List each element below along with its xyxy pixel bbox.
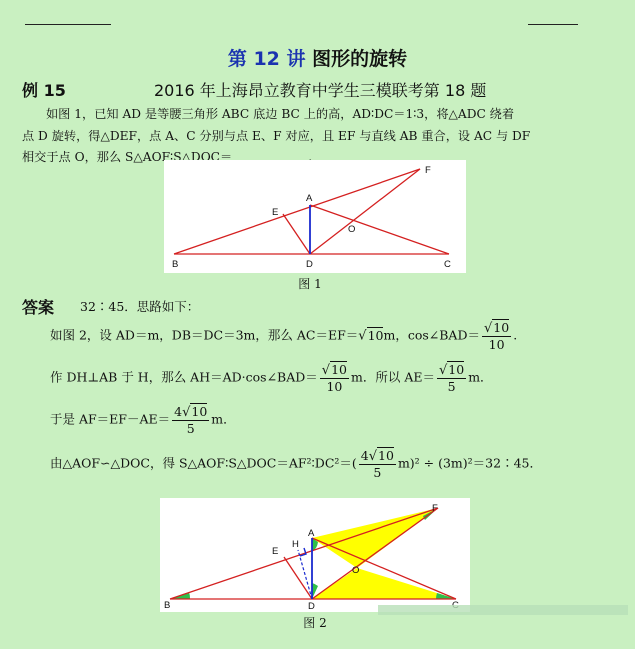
triangle-aof-fill [312,508,438,568]
label-f-2: F [432,503,438,514]
lecture-topic: 图形的旋转 [312,48,408,70]
label-e: E [272,207,279,218]
answer-line-2: 作 DH⊥AB 于 H，那么 AH＝AD·cos∠BAD＝ $\frac{√10}{10}$ m．所以 AE＝ $\frac{√10}{5}$ m． [50,362,493,394]
segment-de [283,214,310,254]
lecture-number: 第 12 讲 [227,48,306,70]
label-e-2: E [272,546,279,557]
fraction-af: $\frac{4√10}{5}$ [174,404,208,436]
label-b-2: B [164,600,171,611]
figure-1-caption: 图 1 [298,277,322,291]
answer-line-4: 由△AOF∽△DOC，得 S△AOF∶S△DOC＝AF²∶DC²＝( $\frac{4√10}{5}$ m)² ÷ (3m)²＝32∶45． [50,448,542,480]
segment-ac [310,205,449,254]
label-b: B [172,259,179,270]
fraction-sqrt10-over-10: $\frac{√10}{10}$ [483,320,510,352]
answer-intro: 32∶45．思路如下： [80,299,200,314]
label-h-2: H [292,539,299,550]
label-o: O [348,224,356,235]
figure-2 [160,498,470,612]
label-c: C [444,259,451,270]
watermark-strip [378,605,628,615]
answer-line-3: 于是 AF＝EF－AE＝ $\frac{4√10}{5}$ m． [50,404,236,436]
fraction-ah: $\frac{√10}{10}$ [321,362,347,394]
label-f: F [425,165,431,176]
perpendicular-dh [298,550,312,599]
figure-2-caption: 图 2 [303,616,327,630]
example-label: 例 15 [22,81,66,100]
answer-line-1: 如图 2，设 AD＝m，DB＝DC＝3m，那么 AC＝EF＝√10m，cos∠BAD＝ $\frac{√10}{10}$ . [50,320,518,352]
segment-bf [174,169,420,254]
answer-label: 答案 [22,298,55,317]
figure-1 [164,160,466,273]
fraction-af-ratio: $\frac{4√10}{5}$ [360,448,394,480]
problem-line-3: 相交于点 O，那么 S△AOF∶S△DOC＝ . [22,150,313,164]
top-rule-right [528,24,578,25]
problem-line-1: 如图 1，已知 AD 是等腰三角形 ABC 底边 BC 上的高，AD∶DC＝1∶3，将△ADC 绕着 [46,107,515,121]
label-d-2: D [308,601,315,612]
label-o-2: O [352,565,360,576]
page-title [0,44,635,71]
example-source: 2016 年上海昂立教育中学生三模联考第 18 题 [154,81,487,100]
label-a: A [306,193,313,204]
top-rule-left [25,24,111,25]
problem-statement [22,104,622,169]
segment-de-2 [284,557,312,599]
sqrt-sign: √ [358,328,367,344]
label-d: D [306,259,313,270]
problem-line-2: 点 D 旋转，得△DEF，点 A、C 分别与点 E、F 对应，且 EF 与直线 AB 重合，设 AC 与 DF [22,128,531,143]
label-a-2: A [308,528,315,539]
fraction-ae: $\frac{√10}{5}$ [438,362,465,394]
